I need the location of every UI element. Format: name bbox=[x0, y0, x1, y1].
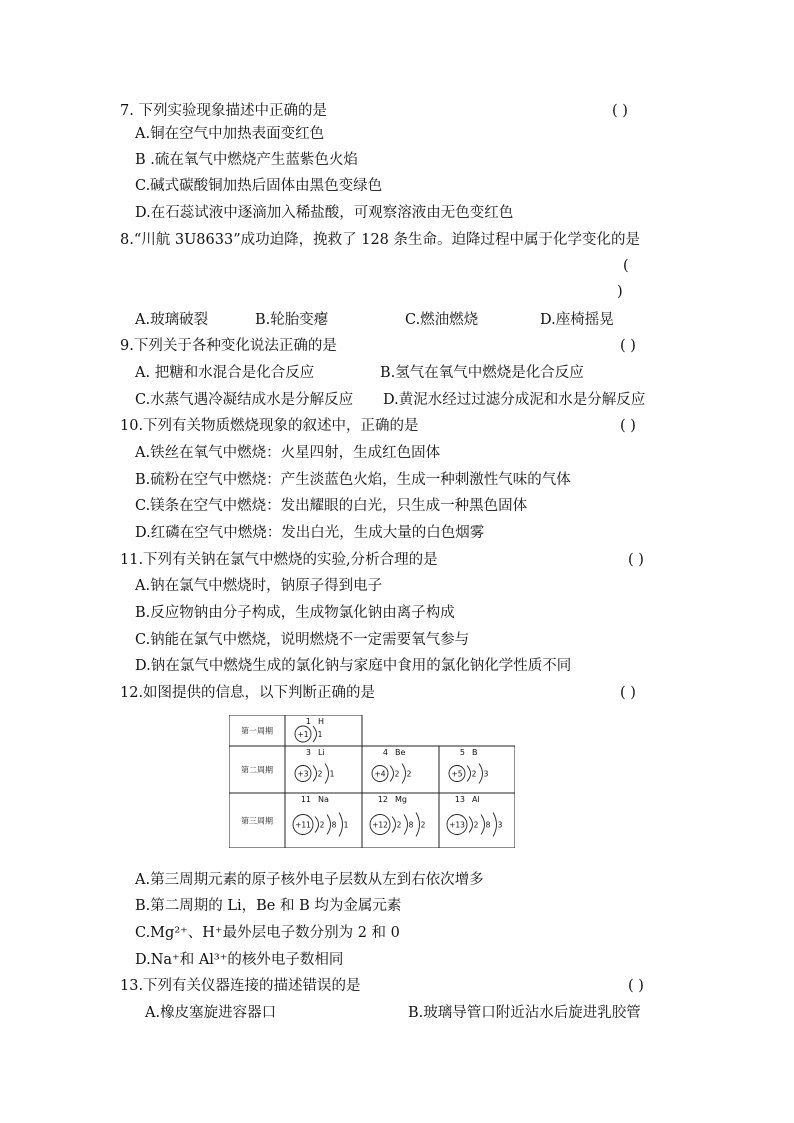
option-c: C.碱式碳酸铜加热后固体由黑色变绿色 bbox=[135, 178, 383, 194]
shell-electron-count: 2 bbox=[471, 769, 477, 779]
electron-shell-arc bbox=[327, 815, 331, 835]
electron-shell-arc bbox=[481, 815, 485, 835]
option-c: C.水蒸气遇冷凝结成水是分解反应 bbox=[135, 392, 354, 408]
option-a: A.第三周期元素的原子核外电子层数从左到右依次增多 bbox=[135, 872, 484, 888]
electron-shell-arc bbox=[479, 764, 483, 784]
electron-shell-arc bbox=[325, 764, 329, 784]
electron-shell-arc bbox=[313, 766, 317, 782]
period-label: 第一周期 bbox=[241, 726, 273, 736]
shell-electron-count: 2 bbox=[396, 820, 402, 830]
question-9-stem: 9.下列关于各种变化说法正确的是 bbox=[120, 338, 337, 354]
option-d: D.Na⁺和 Al³⁺的核外电子数相同 bbox=[135, 952, 344, 968]
electron-shell-arc bbox=[467, 766, 471, 782]
option-c: C.Mg²⁺、H⁺最外层电子数分别为 2 和 0 bbox=[135, 925, 400, 941]
element-symbol: Li bbox=[318, 748, 325, 757]
option-d: D.钠在氯气中燃烧生成的氯化钠与家庭中食用的氯化钠化学性质不同 bbox=[135, 658, 572, 674]
element-symbol: Be bbox=[395, 748, 406, 757]
nucleus-charge: +12 bbox=[372, 820, 388, 830]
atomic-number: 11 bbox=[300, 795, 311, 804]
period-label: 第三周期 bbox=[241, 816, 273, 826]
nucleus-charge: +4 bbox=[374, 769, 386, 779]
answer-bracket-open[interactable]: ( bbox=[623, 258, 629, 274]
electron-shell-arc bbox=[339, 813, 343, 837]
nucleus-charge: +11 bbox=[295, 820, 311, 830]
answer-bracket[interactable]: ( ) bbox=[628, 552, 644, 568]
shell-electron-count: 1 bbox=[343, 820, 349, 830]
shell-electron-count: 2 bbox=[317, 769, 323, 779]
atomic-number: 5 bbox=[459, 748, 465, 757]
question-12-stem: 12.如图提供的信息，以下判断正确的是 bbox=[120, 685, 376, 701]
atomic-number: 3 bbox=[305, 748, 311, 757]
atomic-structure-figure bbox=[229, 715, 515, 848]
atomic-number: 4 bbox=[382, 748, 388, 757]
option-a: A.玻璃破裂 bbox=[135, 312, 209, 328]
option-b: B.反应物钠由分子构成，生成物氯化钠由离子构成 bbox=[135, 605, 455, 621]
element-symbol: Na bbox=[318, 795, 329, 804]
shell-electron-count: 8 bbox=[408, 820, 414, 830]
atomic-number: 13 bbox=[454, 795, 465, 804]
answer-bracket[interactable]: ( ) bbox=[628, 978, 644, 994]
answer-bracket-close[interactable]: ) bbox=[617, 284, 623, 300]
option-a: A. 把糖和水混合是化合反应 bbox=[135, 365, 315, 381]
electron-shell-arc bbox=[390, 766, 394, 782]
option-b: B.氢气在氧气中燃烧是化合反应 bbox=[380, 365, 584, 381]
question-11-stem: 11.下列有关钠在氯气中燃烧的实验,分析合理的是 bbox=[120, 552, 438, 568]
atomic-number: 12 bbox=[377, 795, 388, 804]
option-b: B.第二周期的 Li，Be 和 B 均为金属元素 bbox=[135, 898, 402, 914]
element-symbol: Mg bbox=[395, 795, 407, 804]
option-a: A.铜在空气中加热表面变红色 bbox=[135, 126, 325, 142]
option-a: A.橡皮塞旋进容器口 bbox=[145, 1005, 277, 1021]
element-symbol: B bbox=[472, 748, 478, 757]
shell-electron-count: 2 bbox=[406, 769, 412, 779]
element-symbol: Al bbox=[472, 795, 480, 804]
electron-shell-arc bbox=[402, 764, 406, 784]
period-label: 第二周期 bbox=[241, 765, 273, 775]
shell-electron-count: 1 bbox=[329, 769, 335, 779]
electron-shell-arc bbox=[416, 813, 420, 837]
shell-electron-count: 8 bbox=[485, 820, 491, 830]
question-10-stem: 10.下列有关物质燃烧现象的叙述中，正确的是 bbox=[120, 418, 419, 434]
answer-bracket[interactable]: ( ) bbox=[620, 685, 636, 701]
shell-electron-count: 3 bbox=[483, 769, 489, 779]
answer-bracket[interactable]: ( ) bbox=[620, 338, 636, 354]
shell-electron-count: 8 bbox=[331, 820, 337, 830]
atomic-number: 1 bbox=[305, 717, 311, 726]
option-a: A.铁丝在氧气中燃烧：火星四射，生成红色固体 bbox=[135, 445, 441, 461]
option-d: D.黄泥水经过过滤分成泥和水是分解反应 bbox=[383, 392, 646, 408]
electron-shell-arc bbox=[493, 813, 497, 837]
shell-electron-count: 3 bbox=[497, 820, 503, 830]
option-c: C.钠能在氯气中燃烧，说明燃烧不一定需要氧气参与 bbox=[135, 632, 470, 648]
option-c: C.燃油燃烧 bbox=[405, 312, 479, 328]
answer-bracket[interactable]: ( ) bbox=[612, 103, 628, 119]
answer-bracket[interactable]: ( ) bbox=[620, 418, 636, 434]
question-13-stem: 13.下列有关仪器连接的描述错误的是 bbox=[120, 978, 361, 994]
option-b: B .硫在氧气中燃烧产生蓝紫色火焰 bbox=[135, 152, 358, 168]
electron-shell-arc bbox=[313, 726, 317, 742]
shell-electron-count: 1 bbox=[317, 730, 323, 739]
nucleus-charge: +1 bbox=[297, 730, 309, 739]
element-symbol: H bbox=[318, 717, 325, 726]
question-8-stem: 8.“川航 3U8633”成功迫降，挽救了 128 条生命。迫降过程中属于化学变化的是 bbox=[120, 232, 641, 248]
electron-shell-arc bbox=[392, 817, 396, 833]
option-b: B.硫粉在空气中燃烧：产生淡蓝色火焰，生成一种刺激性气味的气体 bbox=[135, 472, 571, 488]
shell-electron-count: 2 bbox=[473, 820, 479, 830]
nucleus-charge: +5 bbox=[451, 769, 463, 779]
shell-electron-count: 2 bbox=[420, 820, 426, 830]
option-d: D.红磷在空气中燃烧：发出白光，生成大量的白色烟雾 bbox=[135, 525, 485, 541]
option-b: B.玻璃导管口附近沾水后旋进乳胶管 bbox=[408, 1005, 641, 1021]
option-c: C.镁条在空气中燃烧：发出耀眼的白光，只生成一种黑色固体 bbox=[135, 498, 528, 514]
electron-shell-arc bbox=[404, 815, 408, 835]
option-b: B.轮胎变瘪 bbox=[255, 312, 329, 328]
shell-electron-count: 2 bbox=[394, 769, 400, 779]
nucleus-charge: +13 bbox=[449, 820, 465, 830]
option-d: D.在石蕊试液中逐滴加入稀盐酸，可观察溶液由无色变红色 bbox=[135, 205, 514, 221]
option-a: A.钠在氯气中燃烧时，钠原子得到电子 bbox=[135, 578, 383, 594]
question-7-stem: 7. 下列实验现象描述中正确的是 bbox=[120, 103, 327, 119]
option-d: D.座椅摇晃 bbox=[540, 312, 614, 328]
electron-shell-arc bbox=[469, 817, 473, 833]
electron-shell-arc bbox=[315, 817, 319, 833]
shell-electron-count: 2 bbox=[319, 820, 325, 830]
nucleus-charge: +3 bbox=[297, 769, 309, 779]
